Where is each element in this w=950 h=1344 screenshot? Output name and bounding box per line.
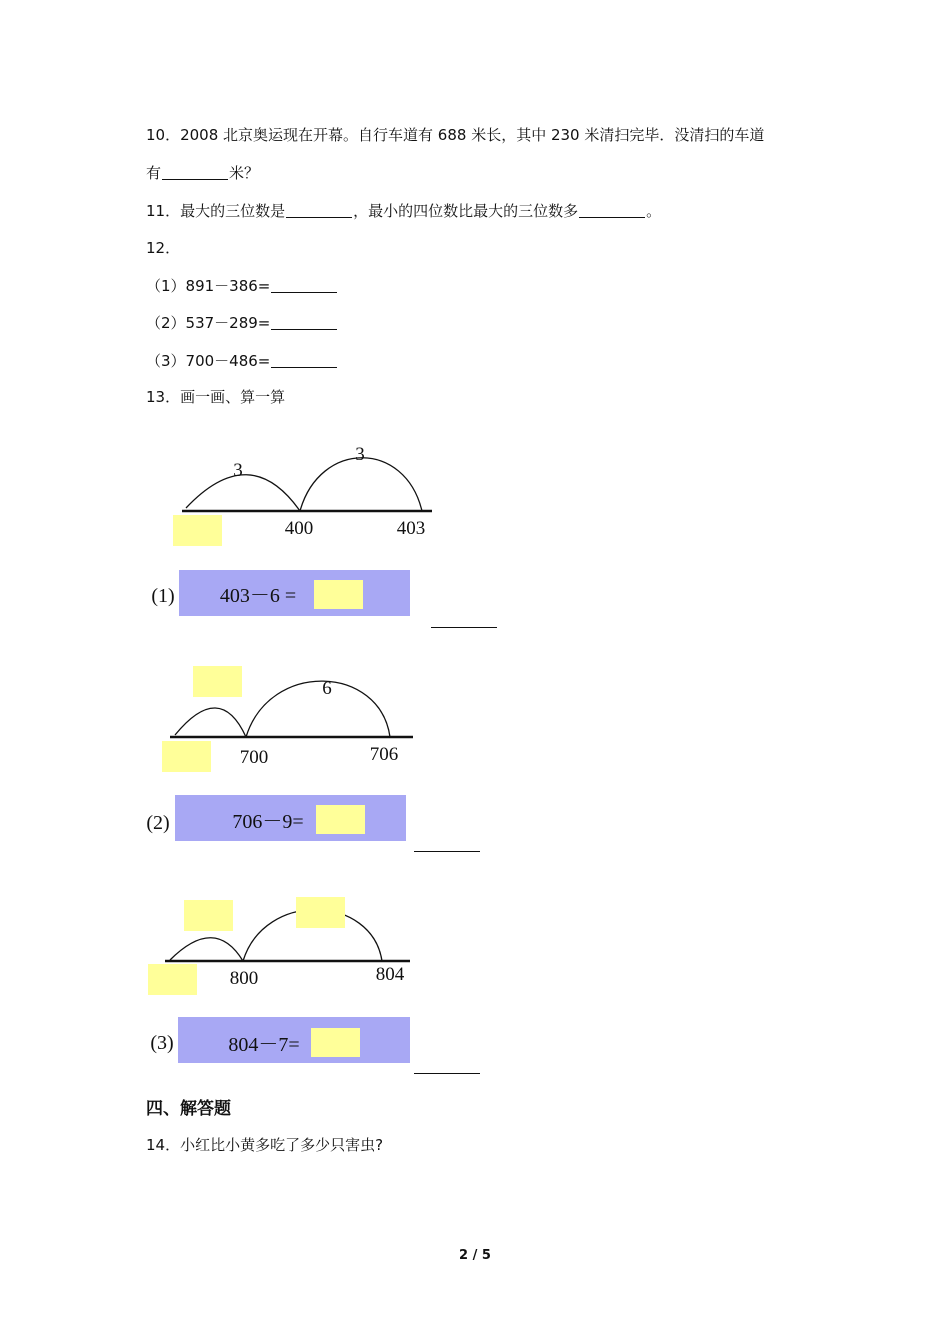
diagram-2-tick-1: 700 bbox=[239, 747, 269, 768]
q14-text: 14．小红比小黄多吃了多少只害虫? bbox=[146, 1136, 384, 1154]
diagram-2-answer-box[interactable] bbox=[162, 741, 211, 772]
diagram-3-answer-box[interactable] bbox=[148, 964, 197, 995]
diagram-3-arc-left bbox=[170, 938, 243, 961]
q12-item-3-text: （3）700－486= bbox=[146, 352, 271, 370]
q10-line1: 10．2008 北京奥运现在开幕。自行车道有 688 米长，其中 230 米清扫完毕．没清扫的车道 bbox=[146, 126, 765, 144]
diagram-2-label: (2) bbox=[146, 812, 170, 834]
diagram-1-expr-box[interactable] bbox=[314, 580, 363, 609]
diagram-1-arc-label-2: 3 bbox=[355, 444, 365, 465]
diagram-2-expr-box[interactable] bbox=[316, 805, 365, 834]
q12-item-2-text: （2）537－289= bbox=[146, 314, 271, 332]
diagram-1-arc-right bbox=[300, 458, 422, 511]
diagram-2-arc-left bbox=[175, 708, 246, 737]
diagram-3-arc-box-1[interactable] bbox=[184, 900, 233, 931]
q11-part2: ，最小的四位数比最大的三位数多 bbox=[353, 202, 579, 220]
q10-before: 有 bbox=[146, 164, 162, 182]
diagram-2-expr: 706－9= bbox=[232, 811, 304, 833]
diagram-2-answer-line[interactable] bbox=[414, 851, 480, 852]
diagram-1-tick-2: 403 bbox=[396, 518, 426, 539]
diagram-1-tick-1: 400 bbox=[284, 518, 314, 539]
q12-item-1-text: （1）891－386= bbox=[146, 277, 271, 295]
section-4-title: 四、解答题 bbox=[146, 1099, 231, 1119]
diagram-3-answer-line[interactable] bbox=[414, 1073, 480, 1074]
diagram-3-tick-1: 800 bbox=[229, 968, 259, 989]
q11-part1: 11．最大的三位数是 bbox=[146, 202, 286, 220]
diagram-3-label: (3) bbox=[150, 1032, 174, 1054]
diagram-2-arc-right bbox=[246, 681, 390, 737]
diagram-1-answer-box[interactable] bbox=[173, 515, 222, 546]
diagram-3-tick-2: 804 bbox=[375, 964, 405, 985]
diagram-2 bbox=[146, 666, 413, 841]
q13-title: 13．画一画、算一算 bbox=[146, 388, 286, 406]
diagram-3-arc-box-2[interactable] bbox=[296, 897, 345, 928]
diagram-1-answer-line[interactable] bbox=[431, 627, 497, 628]
diagram-1 bbox=[151, 444, 432, 616]
diagram-2-tick-2: 706 bbox=[369, 744, 399, 765]
page-number: 2 / 5 bbox=[459, 1248, 491, 1263]
diagram-1-expr: 403－6 = bbox=[219, 585, 297, 607]
q10-after: 米？ bbox=[229, 164, 260, 182]
diagram-2-arc-label-1: 6 bbox=[322, 678, 332, 699]
q11-part3: 。 bbox=[646, 202, 662, 220]
q12-title: 12． bbox=[146, 239, 181, 257]
diagram-1-label: (1) bbox=[151, 585, 175, 607]
diagram-2-arc-box[interactable] bbox=[193, 666, 242, 697]
diagram-3-expr: 804－7= bbox=[228, 1034, 300, 1056]
diagram-1-arc-left bbox=[186, 475, 300, 511]
diagram-1-arc-label-1: 3 bbox=[233, 460, 243, 481]
diagram-3-expr-box[interactable] bbox=[311, 1028, 360, 1057]
diagram-3 bbox=[148, 897, 410, 1063]
